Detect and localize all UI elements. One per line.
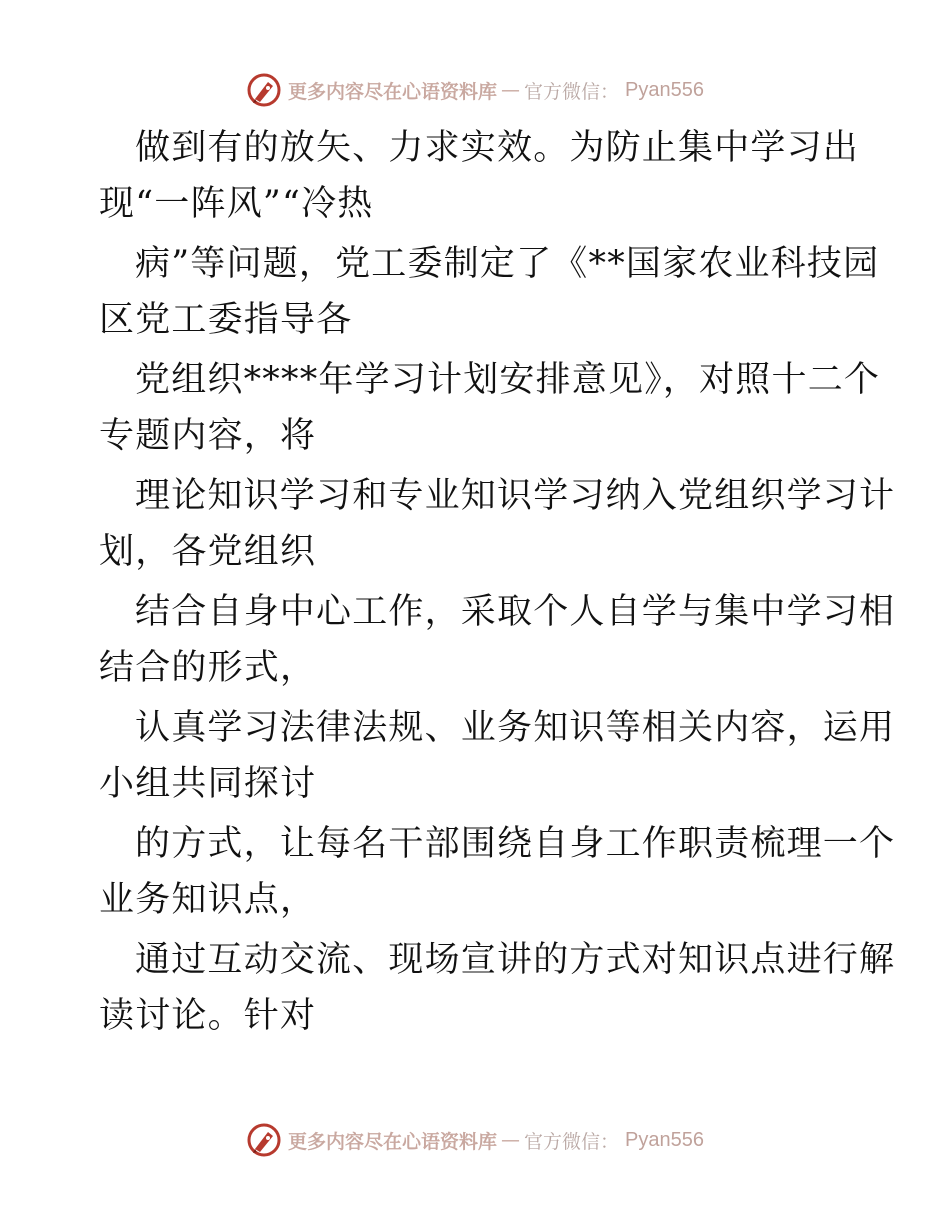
body-line: 专题内容，将 xyxy=(99,416,317,456)
body-line: 读讨论。针对 xyxy=(99,996,317,1036)
watermark-wechat-id: Pyan556 xyxy=(625,78,704,101)
body-line: 党组织****年学习计划安排意见》，对照十二个 xyxy=(135,360,881,400)
watermark-dash: — xyxy=(501,79,521,101)
body-line: 的方式，让每名干部围绕自身工作职责梳理一个 xyxy=(135,824,896,864)
watermark-site-text: 更多内容尽在心语资料库 xyxy=(288,1130,498,1153)
body-line: 结合的形式， xyxy=(99,648,317,688)
body-line: 区党工委指导各 xyxy=(99,300,353,340)
body-line: 结合自身中心工作，采取个人自学与集中学习相 xyxy=(135,592,896,632)
body-line: 通过互动交流、现场宣讲的方式对知识点进行解 xyxy=(135,940,896,980)
body-line: 理论知识学习和专业知识学习纳入党组织学习计 xyxy=(135,476,896,516)
pen-nib-logo-icon xyxy=(246,1122,282,1158)
body-line: 做到有的放矢、力求实效。为防止集中学习出 xyxy=(135,128,860,168)
watermark-wechat-label: 官方微信： xyxy=(524,80,620,103)
body-line: 认真学习法律法规、业务知识等相关内容，运用 xyxy=(135,708,896,748)
footer-watermark xyxy=(0,1120,950,1160)
pen-nib-logo-icon xyxy=(246,72,282,108)
body-line: 小组共同探讨 xyxy=(99,764,317,804)
body-line: 现“一阵风”“冷热 xyxy=(99,184,374,224)
body-line: 业务知识点， xyxy=(99,880,317,920)
watermark-wechat-id: Pyan556 xyxy=(625,1128,704,1151)
body-line: 病”等问题，党工委制定了《**国家农业科技园 xyxy=(135,244,880,284)
watermark-site-text: 更多内容尽在心语资料库 xyxy=(288,80,498,103)
watermark-wechat-label: 官方微信： xyxy=(524,1130,620,1153)
watermark-dash: — xyxy=(501,1129,521,1151)
header-watermark xyxy=(0,70,950,110)
body-line: 划，各党组织 xyxy=(99,532,317,572)
